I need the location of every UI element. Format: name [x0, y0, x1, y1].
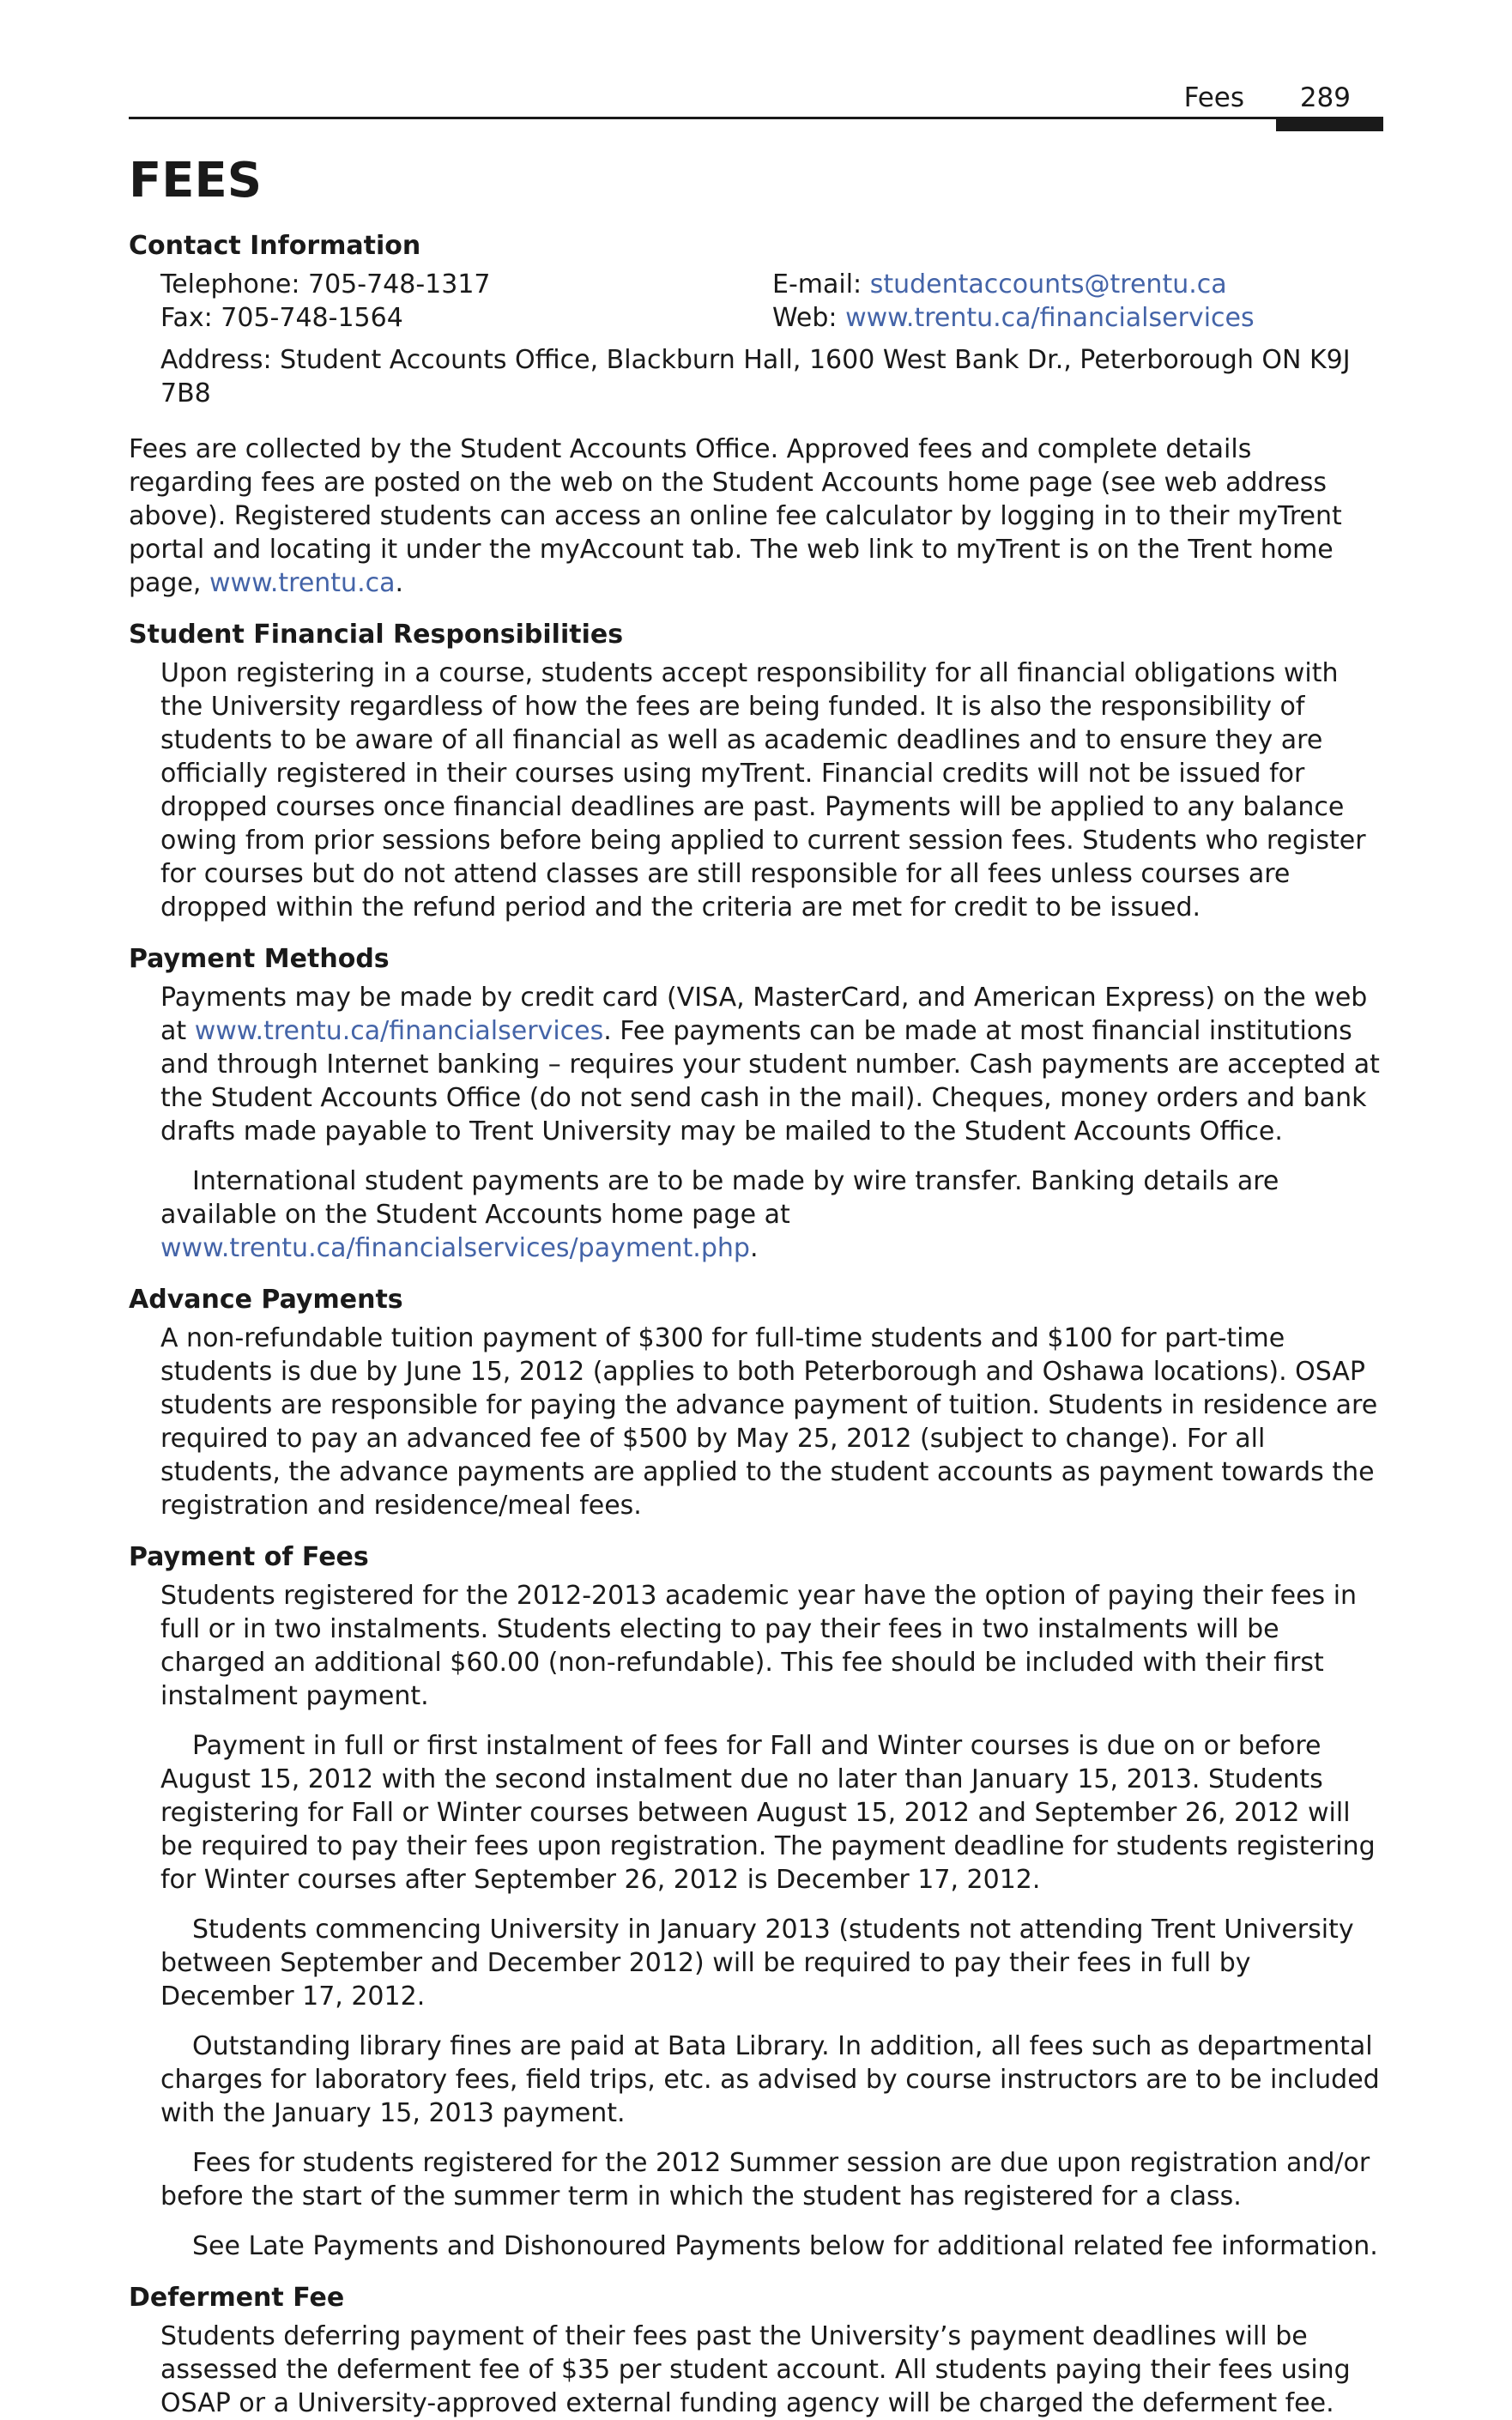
advance-payments-body — [129, 1322, 1383, 1522]
advance-payments-heading: Advance Payments — [129, 1285, 403, 1315]
page-content — [129, 151, 1383, 2420]
payment-methods-body — [129, 981, 1383, 1265]
email-label: E-mail: — [772, 269, 870, 299]
payment-of-fees-paragraph: Outstanding library fines are paid at Bata Library. In addition, all fees such as departmental charges for laboratory fees, field trips, etc. as advised by course instructors are to be included with the January 15, 2013 payment. — [160, 2031, 1380, 2128]
contact-email-web — [772, 268, 1255, 335]
financial-services-link[interactable]: www.trentu.ca/financialservices — [194, 1016, 604, 1046]
payment-of-fees-paragraph: Students registered for the 2012-2013 academic year have the option of paying their fees in full or in two instalments. Students electing to pay their fees in two instalments will be charged an additional $60.00 (non-refundable). This fee should be included with their first instalment payment. — [160, 1581, 1358, 1711]
advance-payments-paragraph: A non-refundable tuition payment of $300 for full-time students and $100 for part-time students is due by June 15, 2012 (applies to both Peterborough and Oshawa locations). OSAP students are responsible for paying the advance payment of tuition. Students in residence are required to pay an advanced fee of $500 by May 25, 2012 (subject to change). For all students, the advance payments are applied to the student accounts as payment towards the registration and residence/meal fees. — [160, 1323, 1378, 1521]
pm-p2-start: International student payments are to be made by wire transfer. Banking details are available on the Student Accounts home page at — [160, 1166, 1279, 1230]
contact-phone-fax — [160, 268, 491, 335]
payment-of-fees-paragraph: Students commencing University in January 2013 (students not attending Trent University between September and December 2012) will be required to pay their fees in full by December 17, 2012. — [160, 1915, 1354, 2012]
header-rule — [129, 117, 1383, 119]
payment-of-fees-paragraph: See Late Payments and Dishonoured Payments below for additional related fee information. — [192, 2231, 1378, 2261]
responsibilities-heading: Student Financial Responsibilities — [129, 620, 624, 650]
deferment-fee-heading: Deferment Fee — [129, 2283, 345, 2313]
pm-p1-start: Payments may be made by credit card (VISA, MasterCard, and American Express) on the web at — [160, 983, 1368, 1046]
header-section-name: Fees — [1183, 82, 1244, 113]
fax: Fax: 705-748-1564 — [160, 303, 403, 333]
payment-of-fees-paragraph: Fees for students registered for the 2012 Summer session are due upon registration and/or before the start of the summer term in which the student has registered for a class. — [160, 2148, 1370, 2211]
web-line — [772, 301, 1255, 335]
intro-end: . — [395, 568, 404, 598]
payment-of-fees-paragraph: Payment in full or first instalment of fees for Fall and Winter courses is due on or before August 15, 2012 with the second instalment due no later than January 15, 2013. Students registering for Fall or Winter courses between August 15, 2012 and September 26, 2012 will be required to pay their fees upon registration. The payment deadline for students registering for Winter courses after September 26, 2012 is December 17, 2012. — [160, 1731, 1376, 1895]
trent-home-link[interactable]: www.trentu.ca — [209, 568, 396, 598]
payment-methods-heading: Payment Methods — [129, 944, 390, 974]
payment-of-fees-body — [129, 1579, 1383, 2263]
page-title: FEES — [129, 153, 263, 209]
telephone: Telephone: 705-748-1317 — [160, 269, 491, 299]
deferment-fee-paragraph: Students deferring payment of their fees past the University’s payment deadlines will be assessed the deferment fee of $35 per student account. All students paying their fees using OSAP or a University-approved external funding agency will be charged the deferment fee. — [160, 2321, 1351, 2418]
web-link[interactable]: www.trentu.ca/financialservices — [845, 303, 1255, 333]
running-header — [129, 81, 1383, 115]
contact-heading: Contact Information — [129, 231, 421, 261]
intro-text: Fees are collected by the Student Accounts Office. Approved fees and complete details regarding fees are posted on the web on the Student Accounts home page (see web address above). Registered students can access an online fee calculator by logging in to their myTrent portal and locating it under the myAccount tab. The web link to myTrent is on the Trent home page, — [129, 434, 1342, 598]
web-label: Web: — [772, 303, 846, 333]
email-line — [772, 268, 1255, 301]
payment-methods-paragraph-1 — [160, 981, 1383, 1148]
address: Address: Student Accounts Office, Blackburn Hall, 1600 West Bank Dr., Peterborough ON K9J 7B8 — [160, 345, 1351, 408]
contact-grid — [129, 268, 1383, 335]
responsibilities-paragraph: Upon registering in a course, students accept responsibility for all financial obligations with the University regardless of how the fees are being funded. It is also the responsibility of students to be aware of all financial as well as academic deadlines and to ensure they are officially registered in their courses using myTrent. Financial credits will not be issued for dropped courses once financial deadlines are past. Payments will be applied to any balance owing from prior sessions before being applied to current session fees. Students who register for courses but do not attend classes are still responsible for all fees unless courses are dropped within the refund period and the criteria are met for credit to be issued. — [160, 658, 1366, 923]
intro-paragraph — [129, 433, 1383, 600]
responsibilities-body — [129, 656, 1383, 924]
payment-methods-paragraph-2 — [160, 1165, 1383, 1265]
pm-p1-end: . Fee payments can be made at most financial institutions and through Internet banking – requires your student number. Cash payments are accepted at the Student Accounts Office (do not send cash in the mail). Cheques, money orders and bank drafts made payable to Trent University may be mailed to the Student Accounts Office. — [160, 1016, 1380, 1146]
payment-of-fees-heading: Payment of Fees — [129, 1542, 369, 1572]
header-tab-marker — [1276, 119, 1383, 131]
pm-p2-end: . — [749, 1233, 759, 1263]
page-number: 289 — [1299, 82, 1351, 113]
payment-php-link[interactable]: www.trentu.ca/financialservices/payment.php — [160, 1233, 750, 1263]
email-link[interactable]: studentaccounts@trentu.ca — [869, 269, 1227, 299]
deferment-fee-body — [129, 2320, 1383, 2420]
